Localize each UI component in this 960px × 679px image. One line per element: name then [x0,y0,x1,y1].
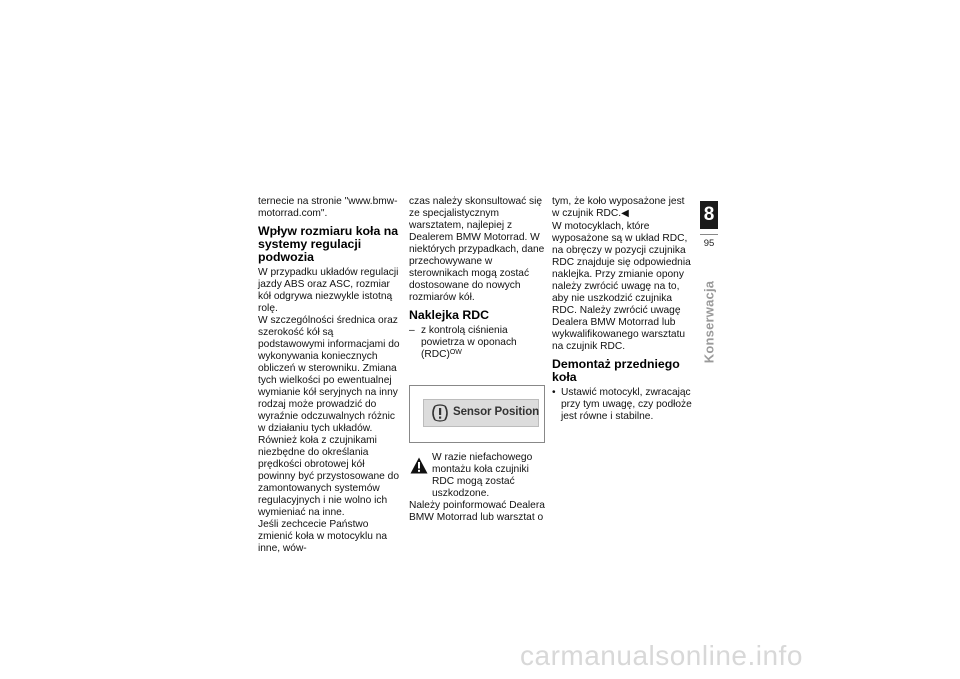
section-heading-rdc-sticker: Naklejka RDC [409,308,489,322]
rdc-figure [409,385,545,443]
divider [700,234,718,235]
section-heading-wheel-size: Wpływ rozmiaru koła na systemy regulacji podwozia [258,224,399,264]
paragraph: Jeśli zechcecie Państwo zmienić koła w motocyklu na inne, wów- [258,519,388,554]
end-mark-icon: ◀ [621,208,629,219]
warning-block [409,452,547,524]
sensor-position-display [423,399,539,427]
display-text: Sensor Position [453,406,540,418]
option-text: z kontrolą ciśnienia powietrza w oponach (RDC) [421,325,517,360]
continuation-text: czas należy skonsultować się ze specjalistycznym warsztatem, najlepiej z Dealerem BMW Motorrad. W niektórych przypadkach, dane przechowywane w sterownikach mogą zostać dostosowane do nowych rozmiarów kół. [409,196,545,303]
option-code: OW [449,349,462,356]
text-column-3 [552,196,692,423]
warning-triangle-icon [410,457,428,474]
text-column-2 [409,196,547,524]
list-item-text: Ustawić motocykl, zwracając przy tym uwagę, czy podłoże jest równe i stabilne. [561,387,692,422]
tire-pressure-warning-icon [430,403,450,423]
bullet-marker: • [552,387,556,398]
paragraph: Również koła z czujnikami niezbędne do określania prędkości obrotowej kół powinny być przystosowane do zamontowanych systemów regulacyjnych i nie wolno ich wymieniać na inne. [258,435,400,518]
dash-marker: – [409,325,415,336]
intro-text: ternecie na stronie "www.bmw-motorrad.com". [258,196,398,219]
paragraph: W przypadku układów regulacji jazdy ABS oraz ASC, rozmiar kół odgrywa niezwykle istotną rolę. [258,267,399,314]
page-number: 95 [703,238,715,249]
section-heading-front-wheel-removal: Demontaż przedniego koła [552,357,680,384]
continuation-text: tym, że koło wyposażone jest w czujnik RDC.◀ [552,196,685,219]
warning-text: W razie niefachowego montażu koła czujniki RDC mogą zostać uszkodzone. [432,452,533,499]
text-column-1 [258,196,400,555]
chapter-number-tab: 8 [700,201,718,229]
warning-text-continued: Należy poinformować Dealera BMW Motorrad lub warsztat o [409,500,545,523]
chapter-label: Konserwacja [701,280,717,364]
list-item [552,387,692,423]
paragraph: W szczególności średnica oraz szerokość kół są podstawowymi informacjami do wykonywania koniecznych obliczeń w sterowniku. Zmiana tych wielkości po ewentualnej wymianie kół seryjnych na inny rodzaj może prowadzić do wyraźnie odczuwalnych różnic w działaniu tych układów. [258,315,400,434]
option-item [409,325,547,361]
paragraph: W motocyklach, które wyposażone są w układ RDC, na obręczy w pozycji czujnika RDC znajduje się odpowiednia naklejka. Przy zmianie opony należy zwrócić uwagę na to, aby nie uszkodzić czujnika RDC. Należy zwrócić uwagę Dealera BMW Motorrad lub wykwalifikowanego warsztatu na czujnik RDC. [552,221,691,352]
watermark: carmanualsonline.info [520,640,803,671]
